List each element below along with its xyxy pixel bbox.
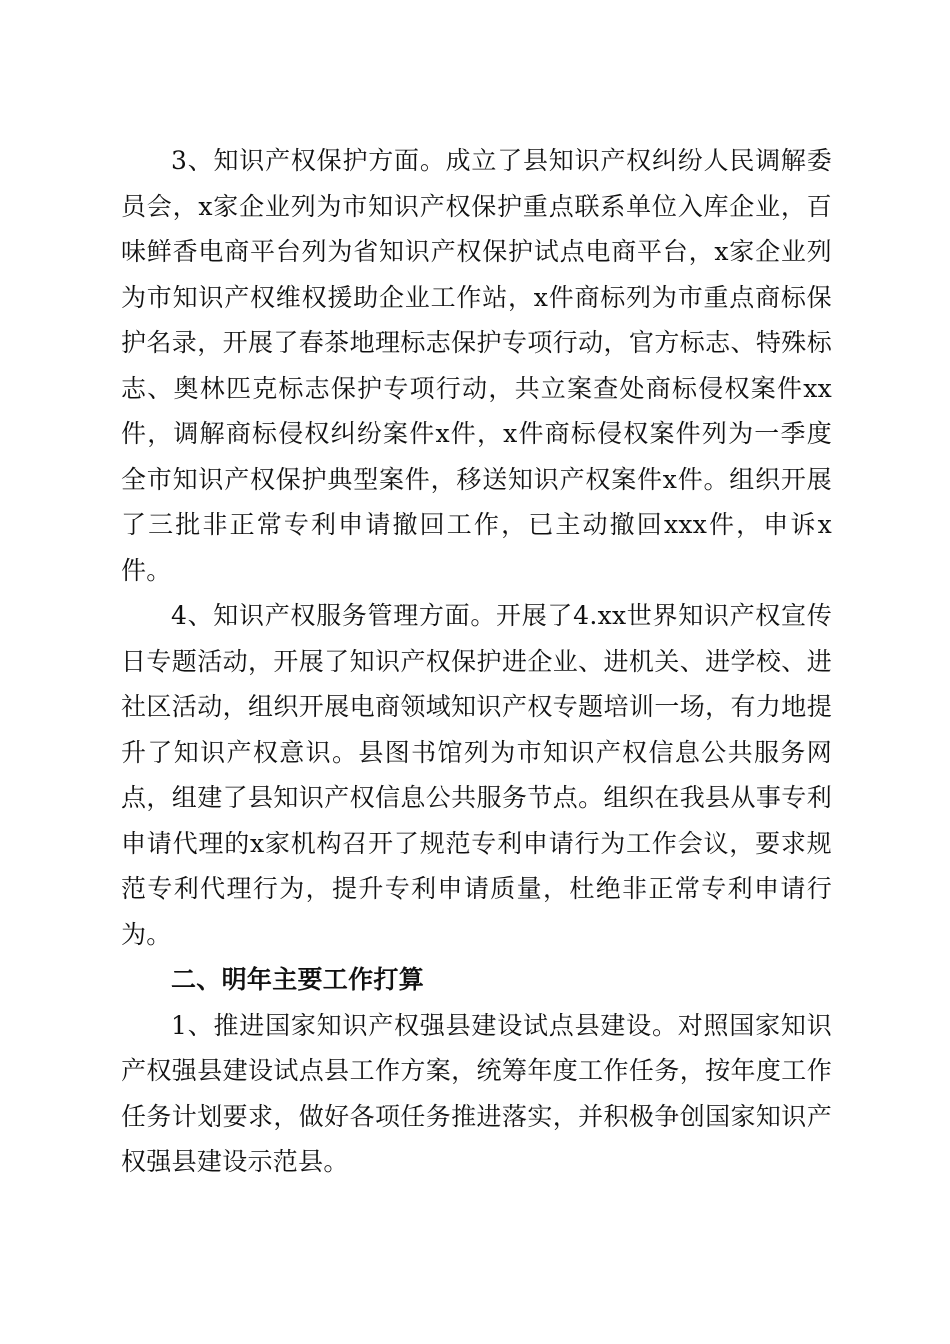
paragraph-strong-county-pilot: 1、推进国家知识产权强县建设试点县建设。对照国家知识产权强县建设试点县工作方案，统筹年度工作任务，按年度工作任务计划要求，做好各项任务推进落实，并积极争创国家知识产权强县建设示范县。: [121, 1010, 832, 1176]
paragraph-ip-protection: 3、知识产权保护方面。成立了县知识产权纠纷人民调解委员会，x家企业列为市知识产权保护重点联系单位入库企业，百味鲜香电商平台列为省知识产权保护试点电商平台，x家企业列为市知识产权维权援助企业工作站，x件商标列为市重点商标保护名录，开展了春茶地理标志保护专项行动，官方标志、特殊标志、奥林匹克标志保护专项行动，共立案查处商标侵权案件xx件，调解商标侵权纠纷案件x件，x件商标侵权案件列为一季度全市知识产权保护典型案件，移送知识产权案件x件。组织开展了三批非正常专利申请撤回工作，已主动撤回xxx件，申诉x件。: [121, 146, 832, 585]
paragraph-ip-service-management: 4、知识产权服务管理方面。开展了4.xx世界知识产权宣传日专题活动，开展了知识产权保护进企业、进机关、进学校、进社区活动，组织开展电商领域知识产权专题培训一场，有力地提升了知识产权意识。县图书馆列为市知识产权信息公共服务网点，组建了县知识产权信息公共服务节点。组织在我县从事专利申请代理的x家机构召开了规范专利申请行为工作会议，要求规范专利代理行为，提升专利申请质量，杜绝非正常专利申请行为。: [121, 601, 832, 949]
document-body: [121, 138, 832, 1185]
section-heading-next-year-plan: 二、明年主要工作打算: [171, 965, 425, 994]
